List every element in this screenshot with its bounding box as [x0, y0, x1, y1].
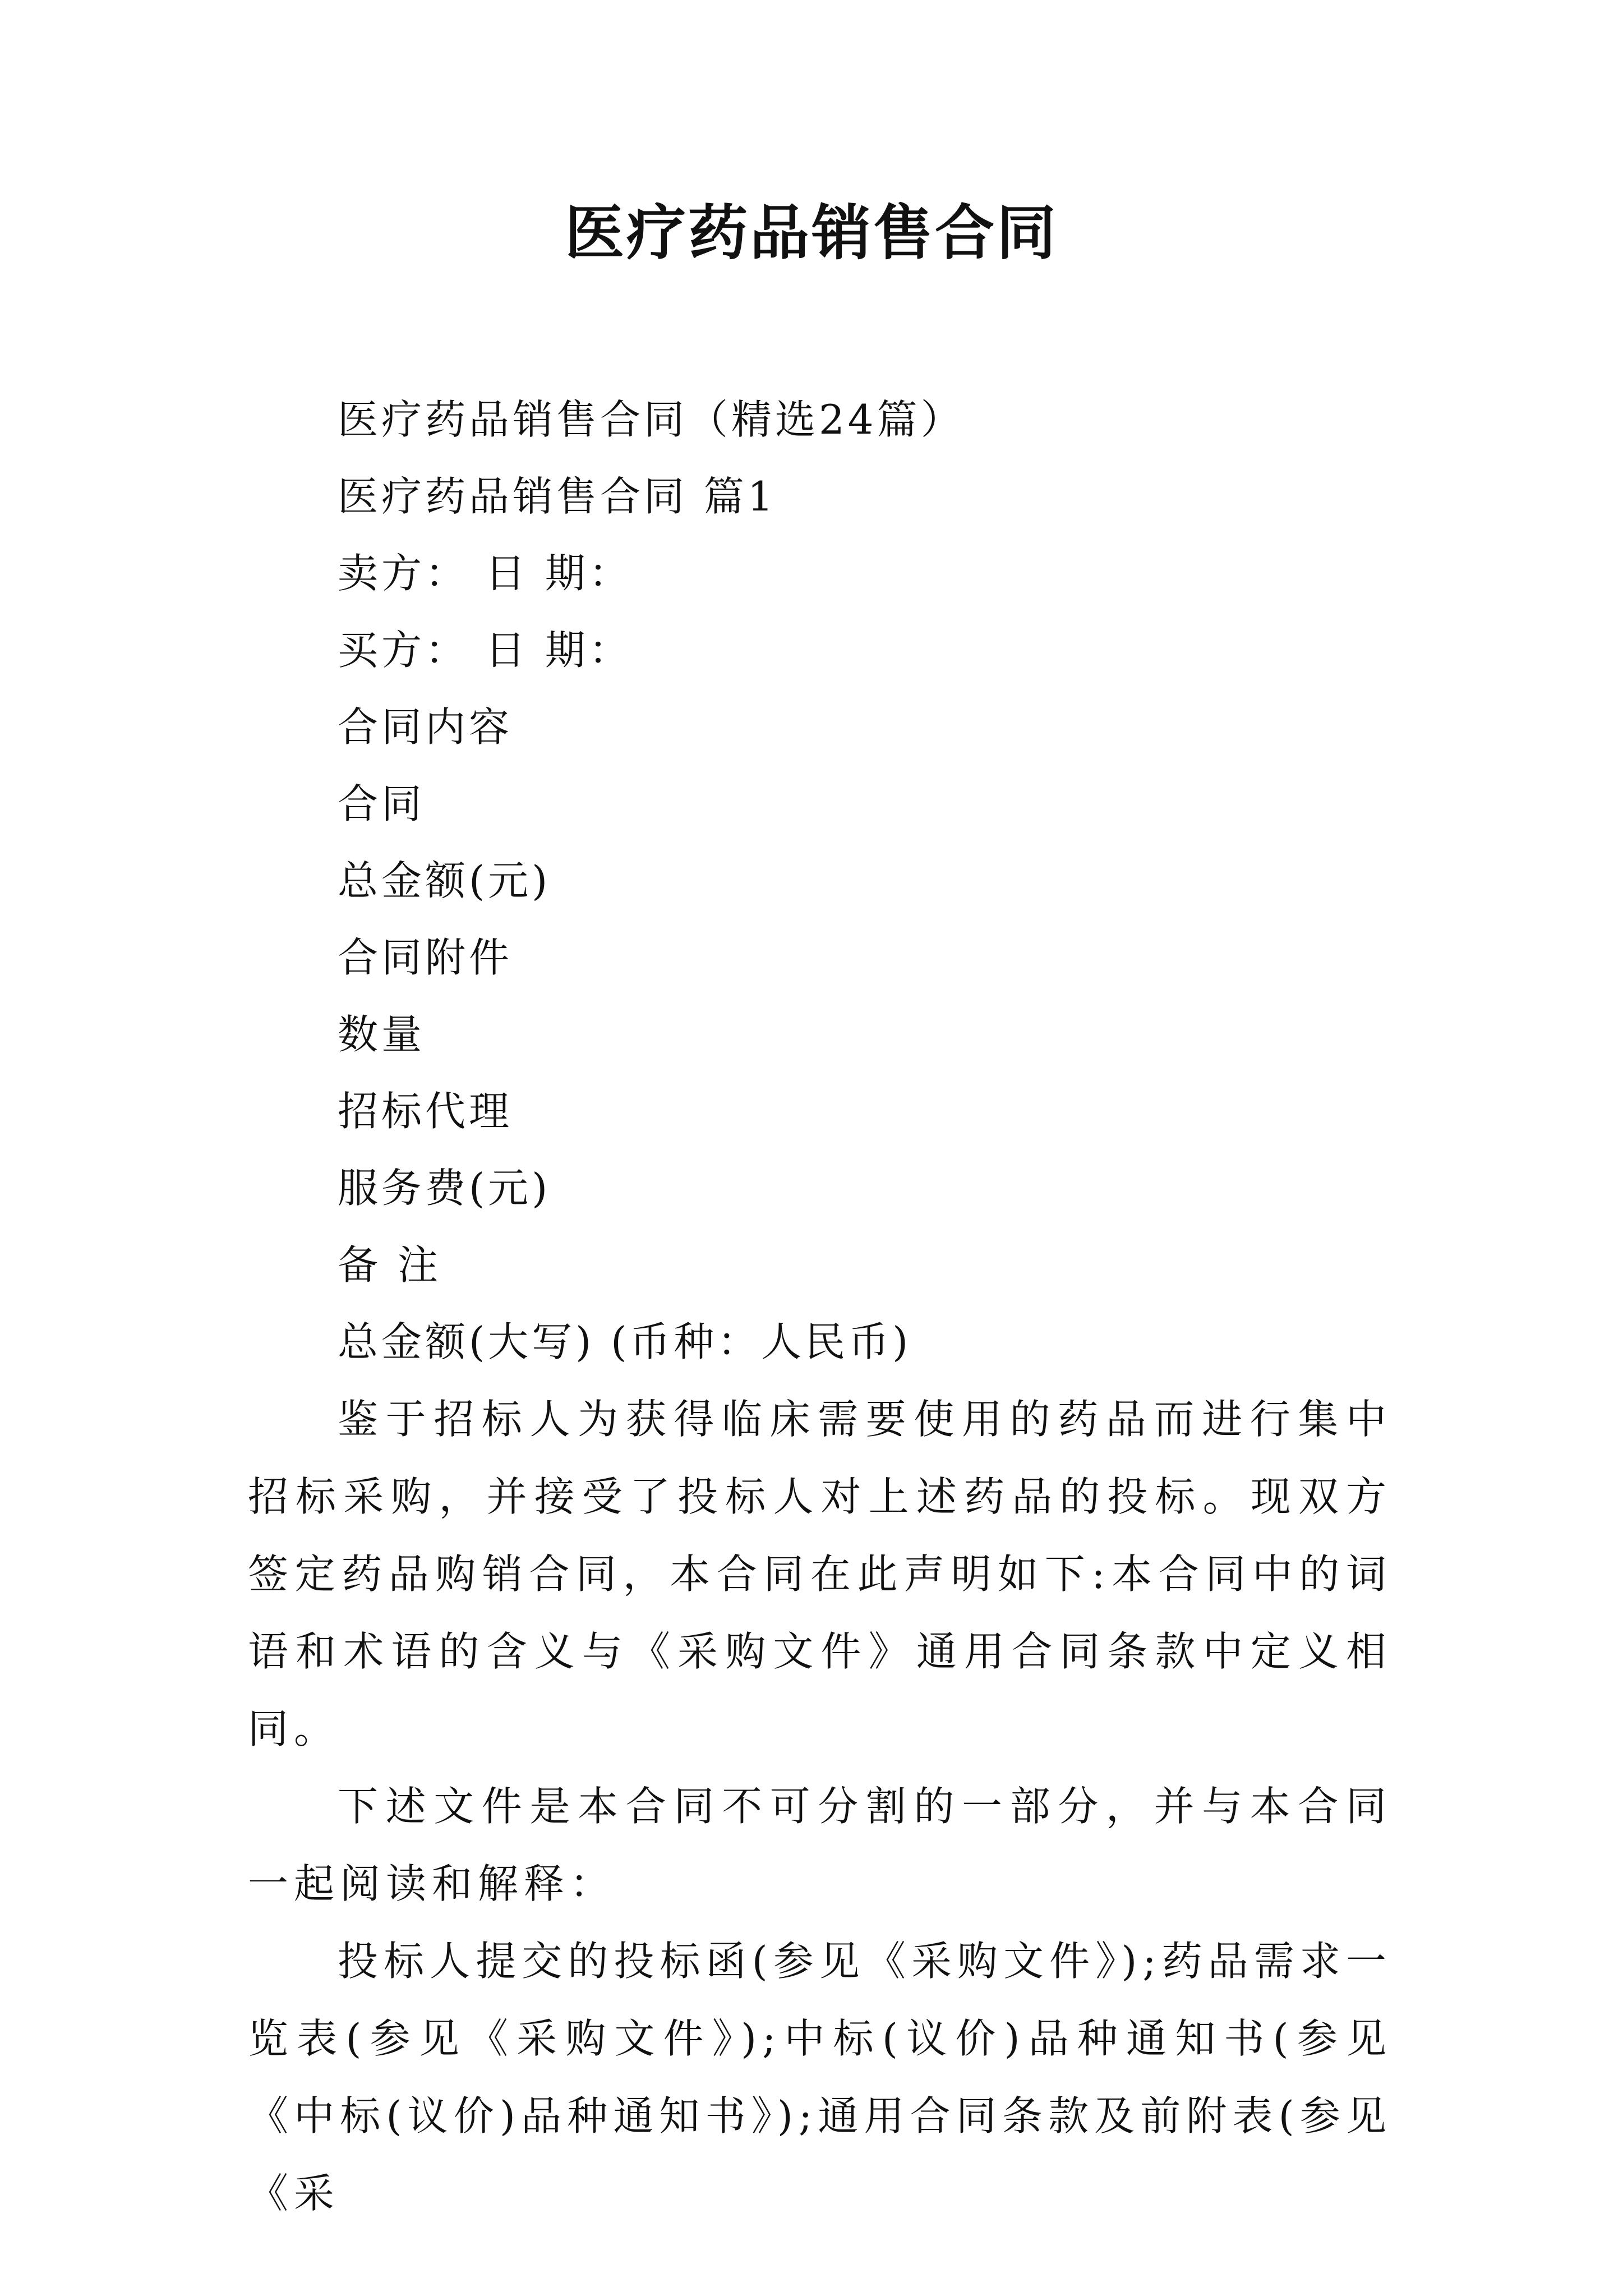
document-title: 医疗药品销售合同: [565, 197, 1058, 268]
line-total-amount: 总金额(元): [338, 857, 551, 904]
line-section-heading: 医疗药品销售合同 篇1: [338, 473, 777, 520]
document-body: [248, 381, 1392, 2232]
line-quantity: 数量: [338, 1011, 426, 1058]
paragraph-documents: 下述文件是本合同不可分割的一部分，并与本合同一起阅读和解释：: [248, 1783, 1392, 1907]
line-remarks: 备 注: [338, 1241, 441, 1289]
line-buyer-date: 买方： 日 期：: [338, 627, 633, 674]
line-total-amount-words: 总金额(大写) (币种：人民币): [338, 1318, 912, 1365]
line-seller-date: 卖方： 日 期：: [338, 550, 633, 597]
paragraph-document-list: 投标人提交的投标函(参见《采购文件》);药品需求一览表(参见《采购文件》);中标(议价)品种通知书(参见《中标(议价)品种通知书》);通用合同条款及前附表(参见《采: [248, 1938, 1392, 2217]
paragraph-preamble: 鉴于招标人为获得临床需要使用的药品而进行集中招标采购，并接受了投标人对上述药品的投标。现双方签定药品购销合同，本合同在此声明如下:本合同中的词语和术语的含义与《采购文件》通用合同条款中定义相同。: [248, 1396, 1392, 1752]
line-contract-attachment: 合同附件: [338, 934, 513, 981]
line-service-fee: 服务费(元): [338, 1165, 551, 1212]
line-contract-content: 合同内容: [338, 703, 513, 751]
line-contract: 合同: [338, 780, 426, 827]
line-subtitle: 医疗药品销售合同（精选24篇）: [338, 396, 965, 443]
line-bidding-agent: 招标代理: [338, 1088, 513, 1135]
